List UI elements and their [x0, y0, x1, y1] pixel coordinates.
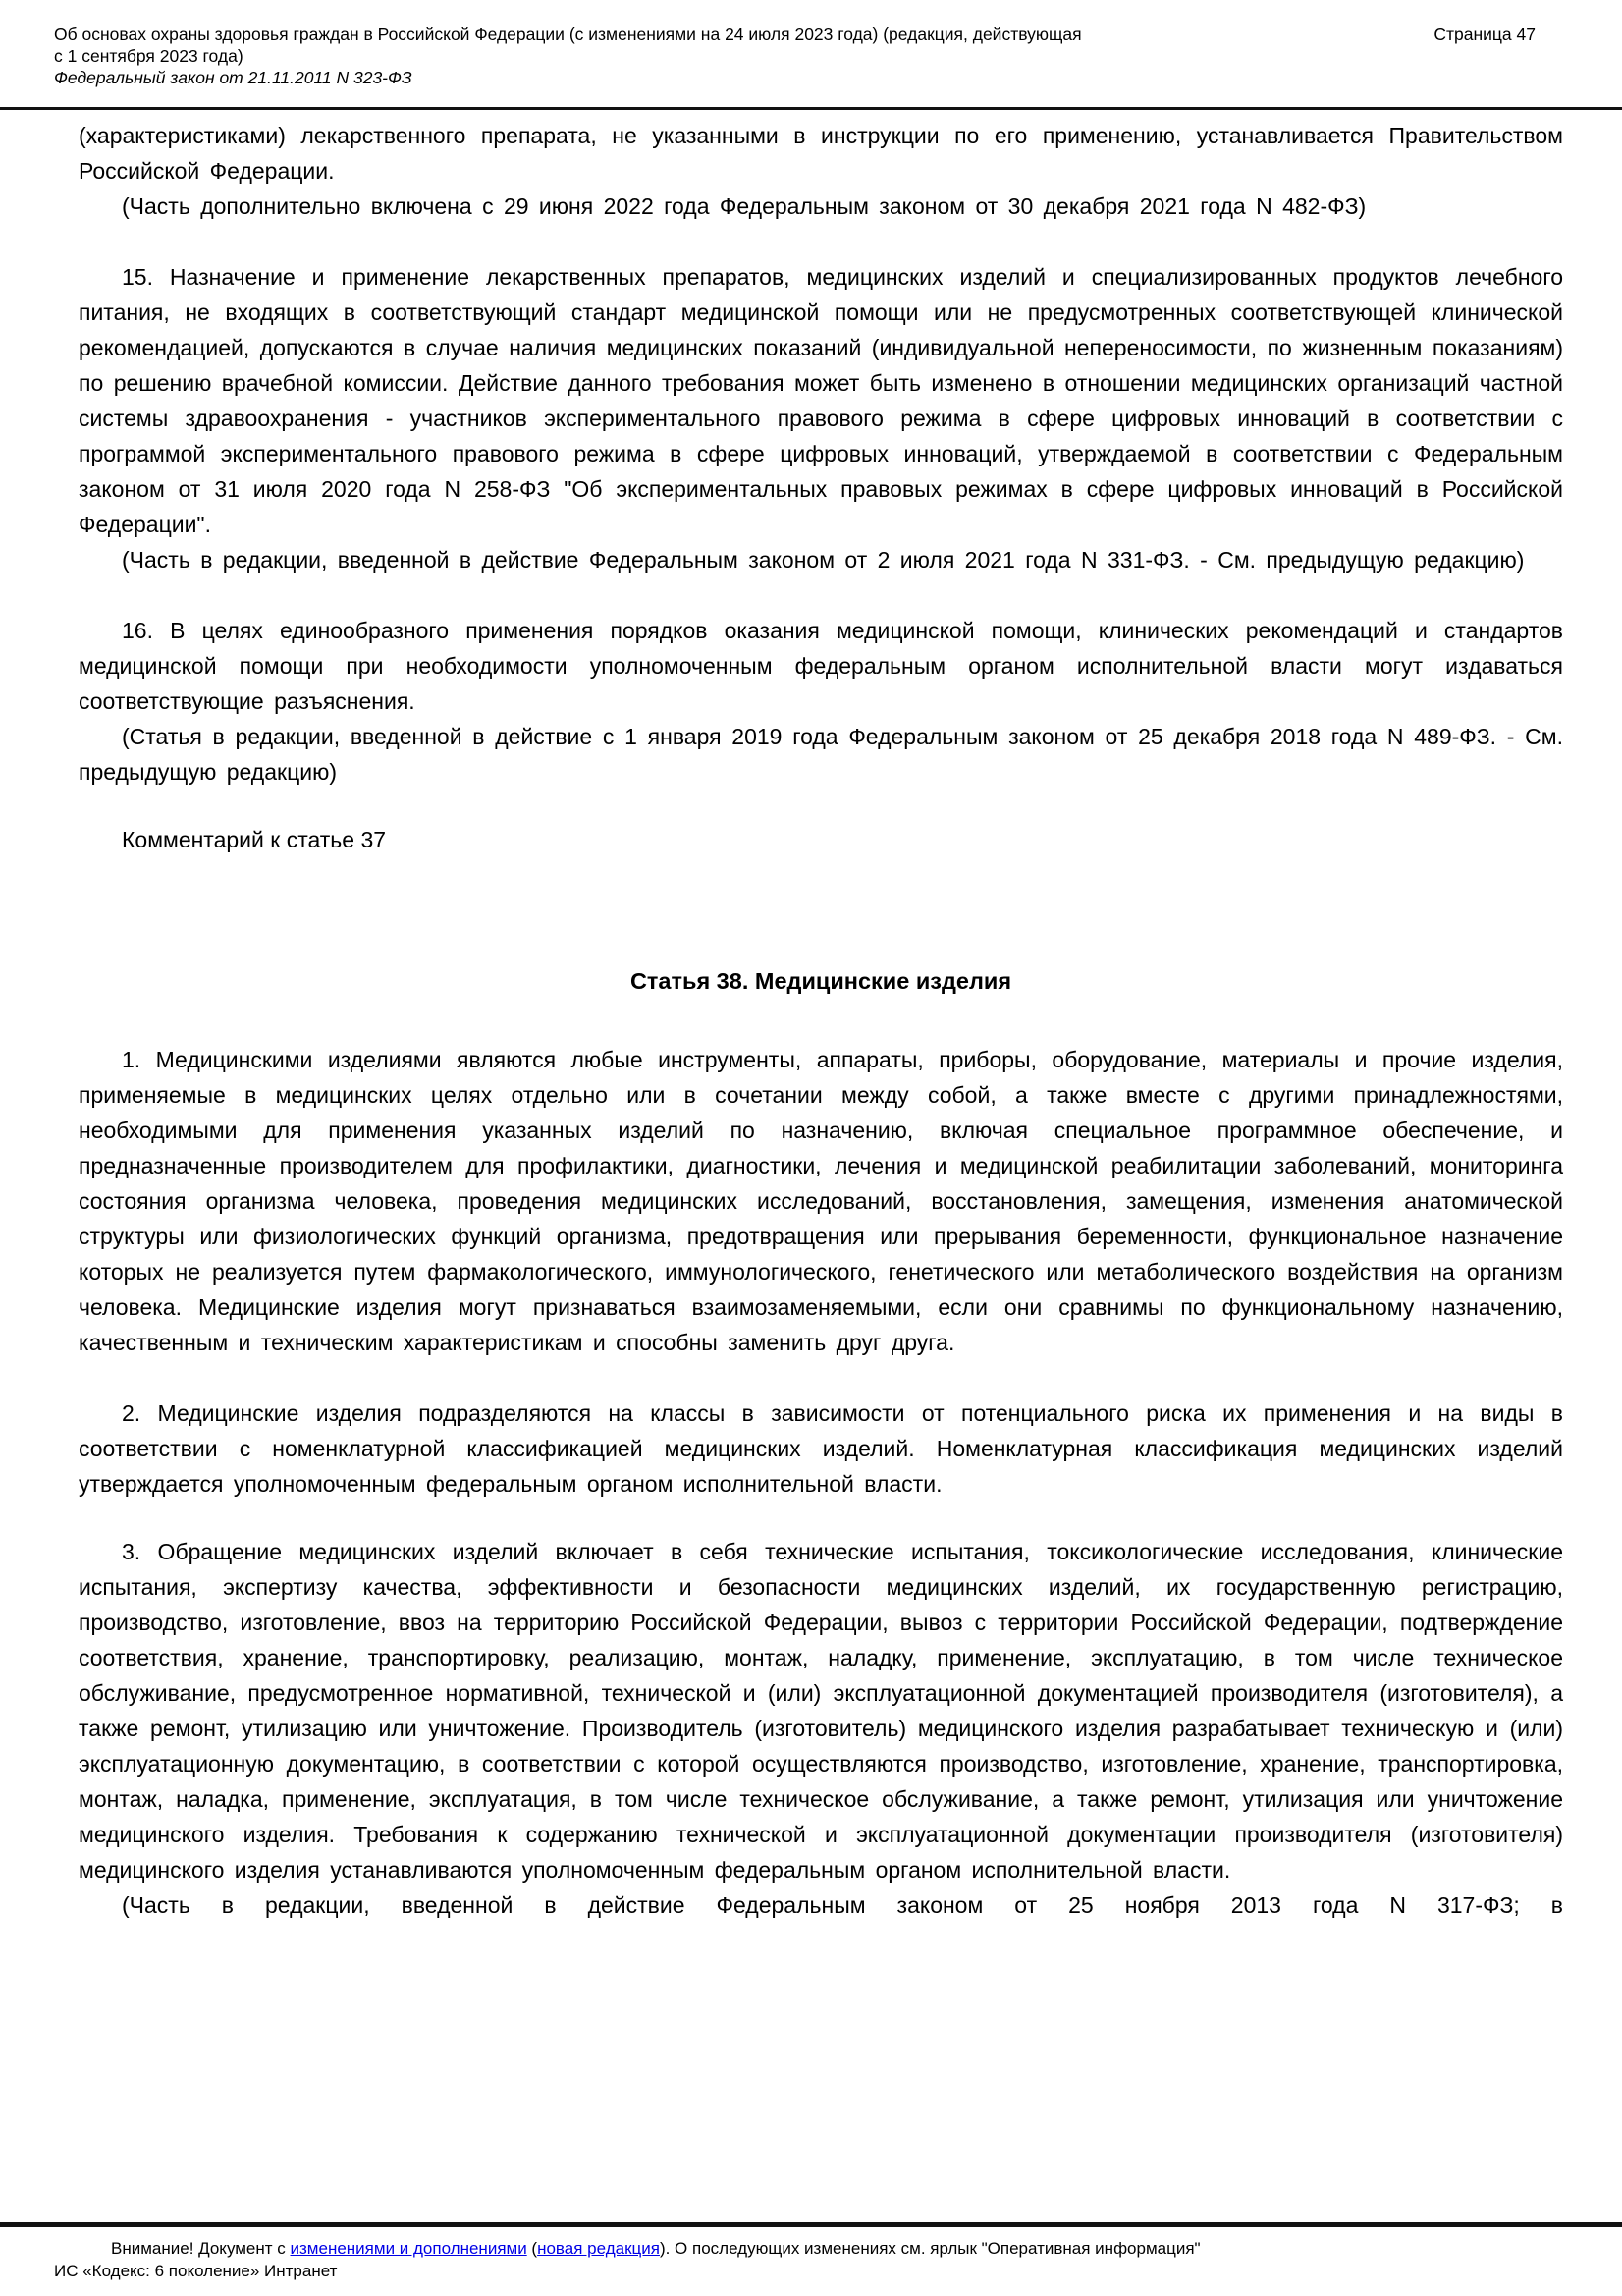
page-header — [0, 0, 1622, 88]
document-title — [54, 24, 1388, 67]
new-edition-link[interactable]: новая редакция — [537, 2239, 660, 2258]
header-row — [54, 24, 1536, 67]
paragraph-item-15: 15. Назначение и применение лекарственных препаратов, медицинских изделий и специализированных продуктов лечебного питания, не входящих в соответствующий стандарт медицинской помощи или не предусмотренных соответствующей клинической рекомендацией, допускаются в случае наличия медицинских показаний (индивидуальной непереносимости, по жизненным показаниям) по решению врачебной комиссии. Действие данного требования может быть изменено в отношении медицинских организаций частной системы здравоохранения - участников экспериментального правового режима в сфере цифровых инноваций в соответствии с программой экспериментального правового режима в сфере цифровых инноваций, утверждаемой в соответствии с Федеральным законом от 31 июля 2020 года N 258-ФЗ "Об экспериментальных правовых режимах в сфере цифровых инноваций в Российской Федерации". — [79, 264, 1563, 537]
attention-text-between: ( — [526, 2239, 538, 2258]
paragraph-note-truncated: (Часть в редакции, введенной в действие Федеральным законом от 25 ноября 2013 года N 317-ФЗ; в — [122, 1892, 1563, 1918]
document-subtitle: Федеральный закон от 21.11.2011 N 323-ФЗ — [54, 68, 412, 87]
document-title-line1: Об основах охраны здоровья граждан в Российской Федерации (с изменениями на 24 июля 2023 года) (редакция, действующая — [54, 25, 1082, 44]
paragraph-note: (Часть в редакции, введенной в действие Федеральным законом от 2 июля 2021 года N 331-ФЗ. - См. предыдущую редакцию) — [122, 547, 1525, 573]
paragraph-note: (Часть дополнительно включена с 29 июня 2022 года Федеральным законом от 30 декабря 2021 года N 482-ФЗ) — [122, 193, 1367, 219]
document-body — [0, 110, 1622, 2222]
paragraph-item-1: 1. Медицинскими изделиями являются любые инструменты, аппараты, приборы, оборудование, материалы и прочие изделия, применяемые в медицинских целях отдельно или в сочетании между собой, а также вместе с другими принадлежностями, необходимыми для применения указанных изделий по назначению, включая специальное программное обеспечение, и предназначенные производителем для профилактики, диагностики, лечения и медицинской реабилитации заболеваний, мониторинга состояния организма человека, проведения медицинских исследований, восстановления, замещения, изменения анатомической структуры или физиологических функций организма, предотвращения или прерывания беременности, функциональное назначение которых не реализуется путем фармакологического, иммунологического, генетического или метаболического воздействия на организм человека. Медицинские изделия могут признаваться взаимозаменяемыми, если они сравнимы по функциональному назначению, качественным и техническим характеристикам и способны заменить друг друга. — [79, 1047, 1563, 1355]
page-number: Страница 47 — [1433, 25, 1536, 44]
document-title-line2: с 1 сентября 2023 года) — [54, 46, 243, 66]
attention-text-suffix: ). О последующих изменениях см. ярлык "Оперативная информация" — [659, 2239, 1201, 2258]
article-38-heading: Статья 38. Медицинские изделия — [629, 968, 1012, 994]
paragraph-note: (Статья в редакции, введенной в действие с 1 января 2019 года Федеральным законом от 25 декабря 2018 года N 489-ФЗ. - См. предыдущую редакцию) — [79, 724, 1563, 785]
comment-link-article-37: Комментарий к статье 37 — [122, 827, 387, 852]
paragraph-item-16: 16. В целях единообразного применения порядков оказания медицинской помощи, клинических рекомендаций и стандартов медицинской помощи при необходимости уполномоченным федеральным органом исполнительной власти могут издаваться соответствующие разъяснения. — [79, 618, 1563, 714]
paragraph-continued: (характеристиками) лекарственного препарата, не указанными в инструкции по его применению, устанавливается Правительством Российской Федерации. — [79, 123, 1563, 184]
page-footer — [0, 2227, 1622, 2296]
footer-attention-line — [54, 2237, 1568, 2260]
paragraph-item-2: 2. Медицинские изделия подразделяются на классы в зависимости от потенциального риска их применения и на виды в соответствии с номенклатурной классификацией медицинских изделий. Номенклатурная классификация медицинских изделий утверждается уполномоченным федеральным органом исполнительной власти. — [79, 1400, 1563, 1497]
paragraph-item-3: 3. Обращение медицинских изделий включает в себя технические испытания, токсикологические исследования, клинические испытания, экспертизу качества, эффективности и безопасности медицинских изделий, их государственную регистрацию, производство, изготовление, ввоз на территорию Российской Федерации, вывоз с территории Российской Федерации, подтверждение соответствия, хранение, транспортировку, реализацию, монтаж, наладку, применение, эксплуатацию, в том числе техническое обслуживание, предусмотренное нормативной, технической и (или) эксплуатационной документацией производителя (изготовителя), а также ремонт, утилизацию или уничтожение. Производитель (изготовитель) медицинского изделия разрабатывает техническую и (или) эксплуатационную документацию, в соответствии с которой осуществляются производство, изготовление, хранение, транспортировка, монтаж, наладка, применение, эксплуатация, в том числе техническое обслуживание, а также ремонт, утилизация или уничтожение медицинского изделия. Требования к содержанию технической и эксплуатационной документации производителя (изготовителя) медицинского изделия устанавливаются уполномоченным федеральным органом исполнительной власти. — [79, 1539, 1563, 1883]
attention-text-prefix: Внимание! Документ с — [111, 2239, 291, 2258]
footer-system-line: ИС «Кодекс: 6 поколение» Интранет — [54, 2262, 338, 2280]
changes-and-additions-link[interactable]: изменениями и дополнениями — [290, 2239, 527, 2258]
